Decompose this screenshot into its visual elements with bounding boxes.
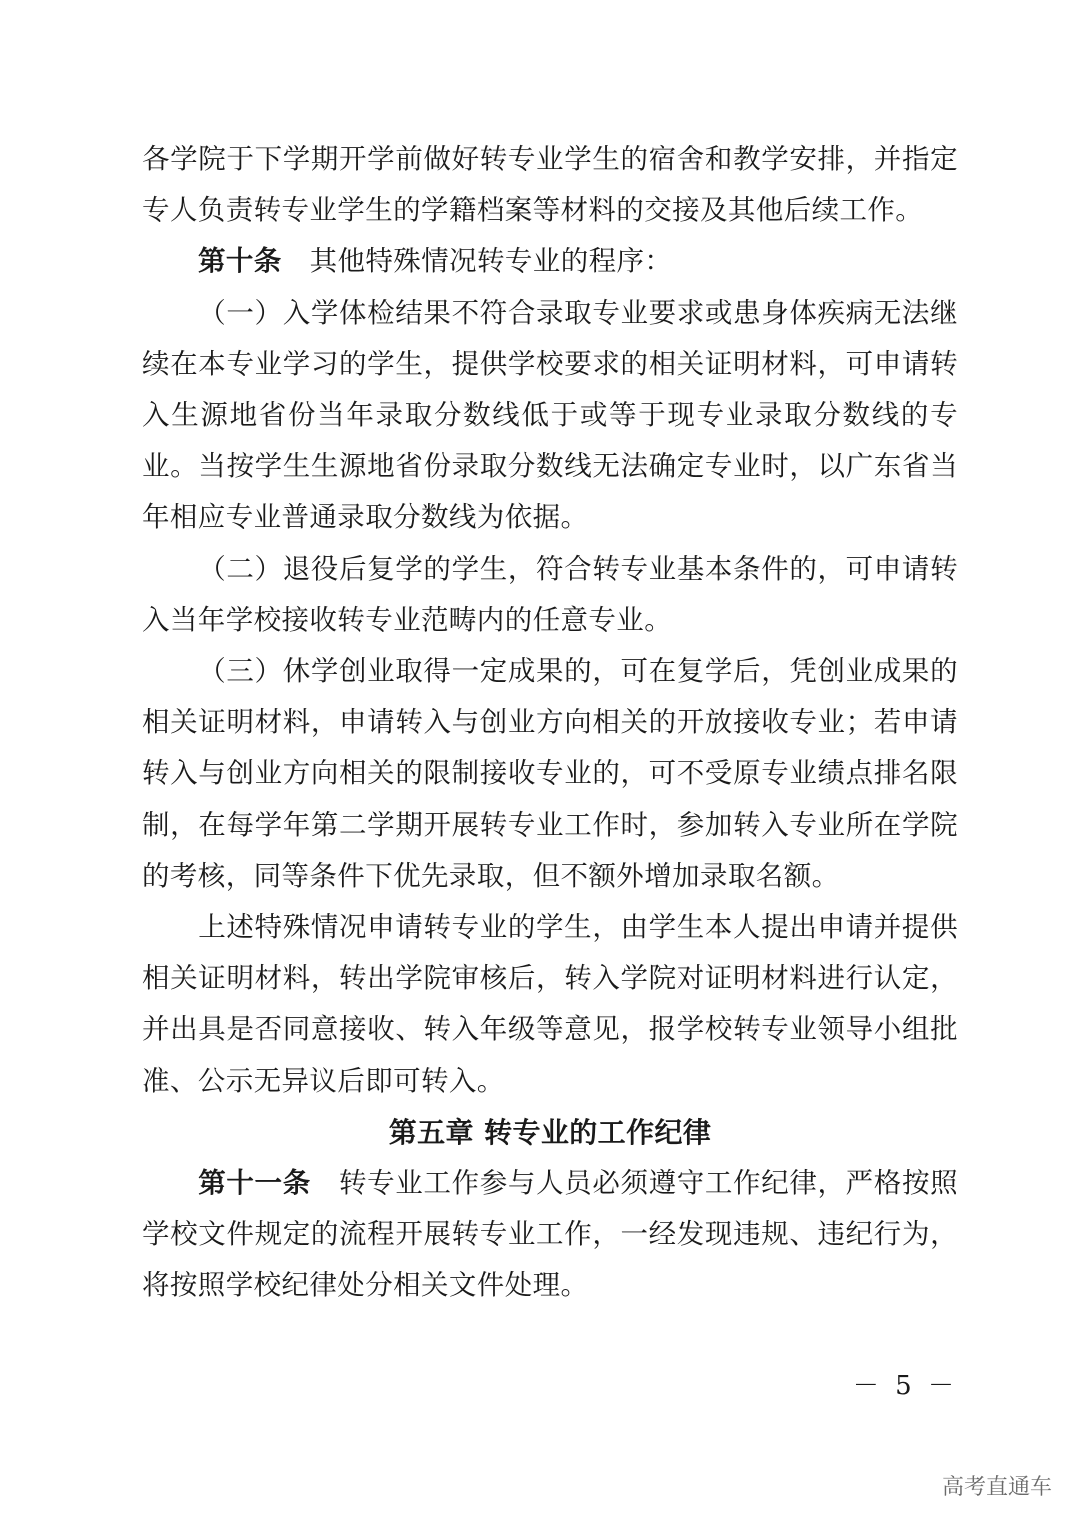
- article-number: 第十条: [198, 245, 282, 278]
- paragraph-item-3: [142, 646, 958, 902]
- paragraph-text: （一）入学体检结果不符合录取专业要求或患身体疾病无法继续在本专业学习的学生，提供学校要求的相关证明材料，可申请转入生源地省份当年录取分数线低于或等于现专业录取分数线的专业。当按学生生源地省份录取分数线无法确定专业时，以广东省当年相应专业普通录取分数线为依据。: [142, 296, 958, 534]
- paragraph-article-11: [142, 1158, 958, 1312]
- paragraph-dorm-arrangement: [142, 134, 958, 236]
- watermark: 高考直通车: [941, 1475, 1052, 1500]
- paragraph-text: 上述特殊情况申请转专业的学生，由学生本人提出申请并提供相关证明材料，转出学院审核后，转入学院对证明材料进行认定，并出具是否同意接收、转入年级等意见，报学校转专业领导小组批准、公示无异议后即可转入。: [142, 911, 958, 1097]
- paragraph-text: 其他特殊情况转专业的程序：: [309, 245, 673, 278]
- paragraph-text: 转专业工作参与人员必须遵守工作纪律，严格按照学校文件规定的流程开展转专业工作，一经发现违规、违纪行为，将按照学校纪律处分相关文件处理。: [142, 1167, 958, 1302]
- article-number: 第十一条: [198, 1167, 311, 1200]
- paragraph-special-cases: [142, 902, 958, 1107]
- paragraph-text: （三）休学创业取得一定成果的，可在复学后，凭创业成果的相关证明材料，申请转入与创业方向相关的开放接收专业；若申请转入与创业方向相关的限制接收专业的，可不受原专业绩点排名限制，在每学年第二学期开展转专业工作时，参加转入专业所在学院的考核，同等条件下优先录取，但不额外增加录取名额。: [142, 655, 958, 892]
- document-body: [142, 134, 958, 1312]
- paragraph-item-2: [142, 544, 958, 646]
- paragraph-item-1: [142, 288, 958, 544]
- page-number: － 5 －: [852, 1371, 958, 1401]
- paragraph-text: 各学院于下学期开学前做好转专业学生的宿舍和教学安排，并指定专人负责转专业学生的学籍档案等材料的交接及其他后续工作。: [142, 143, 958, 227]
- paragraph-text: （二）退役后复学的学生，符合转专业基本条件的，可申请转入当年学校接收转专业范畴内的任意专业。: [142, 552, 958, 636]
- paragraph-article-10: [142, 236, 958, 287]
- chapter-heading: 第五章 转专业的工作纪律: [388, 1115, 712, 1149]
